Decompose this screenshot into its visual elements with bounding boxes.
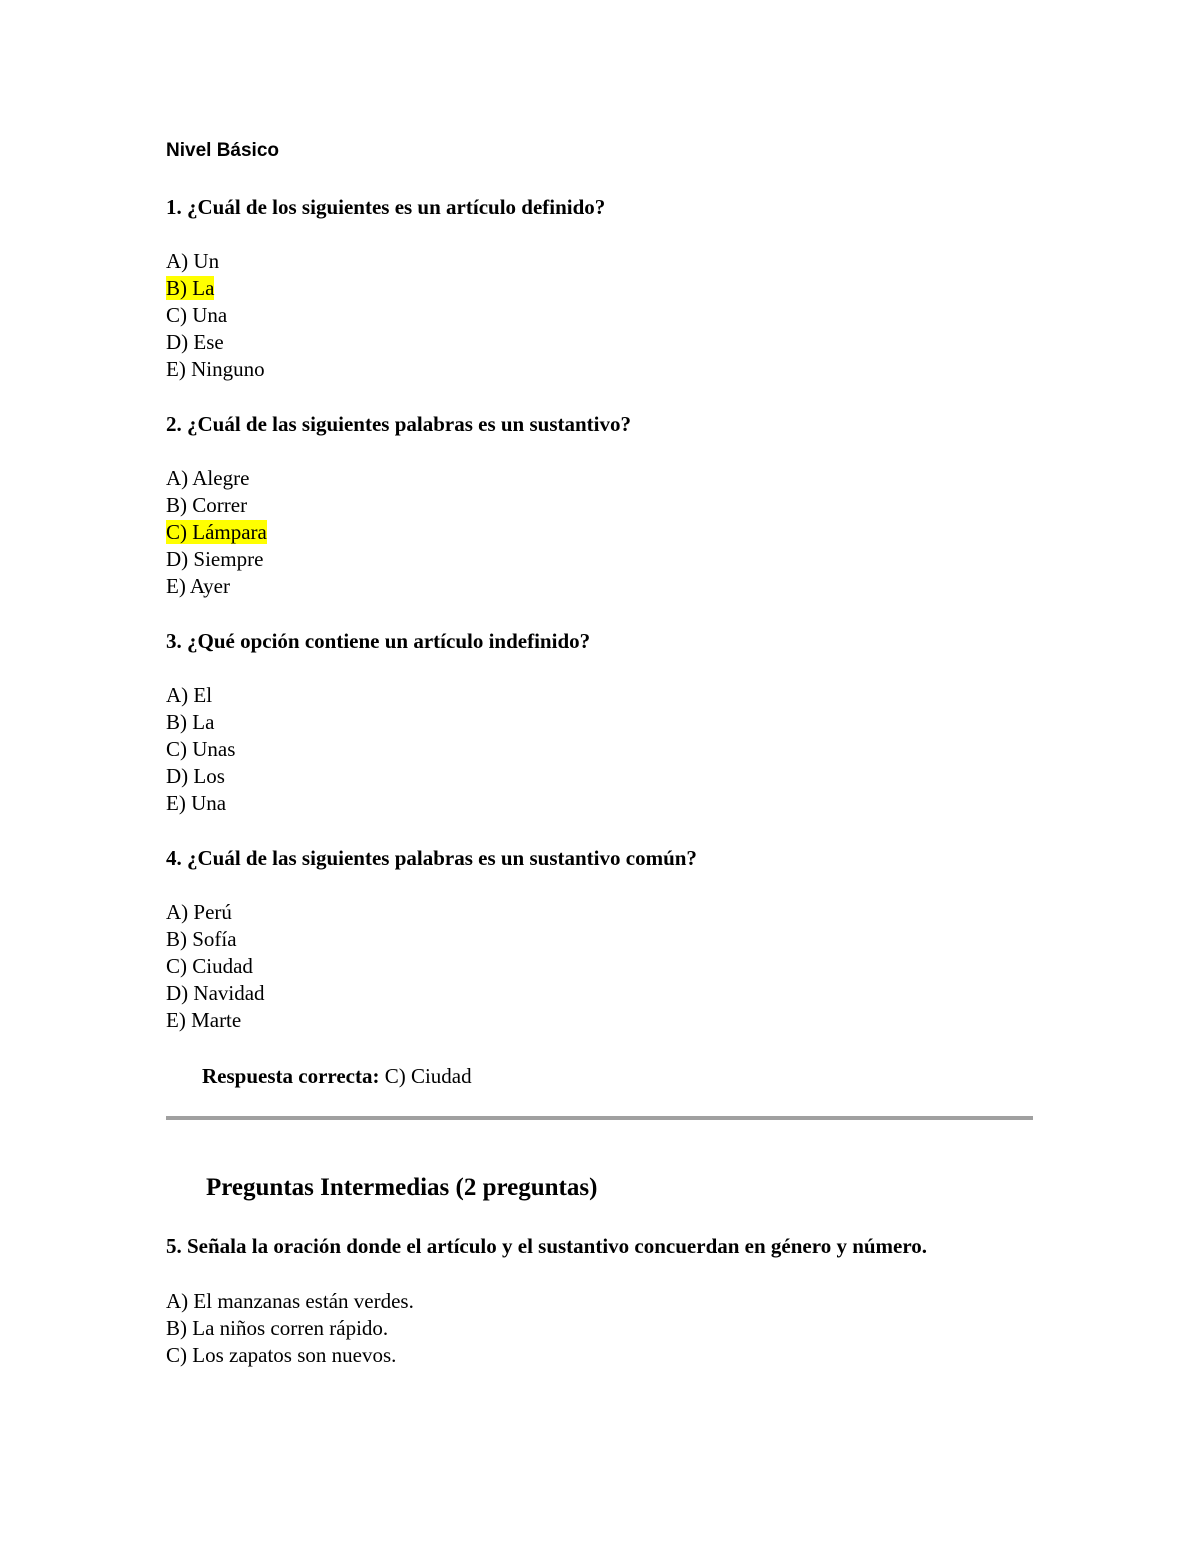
q2-option-a: A) Alegre: [166, 466, 250, 490]
question-3-text: 3. ¿Qué opción contiene un artículo indefinido?: [166, 629, 591, 653]
q5-option-c: C) Los zapatos son nuevos.: [166, 1343, 397, 1367]
question-1-text: 1. ¿Cuál de los siguientes es un artículo definido?: [166, 195, 606, 219]
q1-option-a: A) Un: [166, 249, 220, 273]
q4-option-e: E) Marte: [166, 1008, 242, 1032]
q4-option-d: D) Navidad: [166, 981, 265, 1005]
q2-option-c-highlighted: C) Lámpara: [166, 520, 267, 544]
section-divider: [166, 1116, 1033, 1120]
q2-option-d: D) Siempre: [166, 547, 264, 571]
q1-option-e: E) Ninguno: [166, 357, 265, 381]
q3-option-c: C) Unas: [166, 737, 236, 761]
q1-option-c: C) Una: [166, 303, 228, 327]
question-5-text: 5. Señala la oración donde el artículo y el sustantivo concuerdan en género y número.: [166, 1234, 928, 1258]
q1-option-d: D) Ese: [166, 330, 224, 354]
question-4-text: 4. ¿Cuál de las siguientes palabras es un sustantivo común?: [166, 846, 697, 870]
q3-option-d: D) Los: [166, 764, 225, 788]
q4-option-b: B) Sofía: [166, 927, 237, 951]
correct-answer-value: C) Ciudad: [379, 1064, 472, 1088]
q4-option-a: A) Perú: [166, 900, 232, 924]
q3-option-a: A) El: [166, 683, 213, 707]
q2-option-b: B) Correr: [166, 493, 248, 517]
q2-option-e: E) Ayer: [166, 574, 230, 598]
q3-option-e: E) Una: [166, 791, 227, 815]
q1-option-b: [166, 276, 214, 301]
q3-option-b: B) La: [166, 710, 215, 734]
q2-option-c: [166, 520, 267, 545]
q5-option-a: A) El manzanas están verdes.: [166, 1289, 414, 1313]
q1-option-b-highlighted: B) La: [166, 276, 215, 300]
level-title: Nivel Básico: [166, 140, 279, 161]
question-2-text: 2. ¿Cuál de las siguientes palabras es un sustantivo?: [166, 412, 632, 436]
correct-answer-label: Respuesta correcta:: [202, 1064, 380, 1088]
section-title: Preguntas Intermedias (2 preguntas): [206, 1174, 598, 1201]
q4-option-c: C) Ciudad: [166, 954, 253, 978]
q5-option-b: B) La niños corren rápido.: [166, 1316, 389, 1340]
correct-answer: [202, 1064, 472, 1089]
